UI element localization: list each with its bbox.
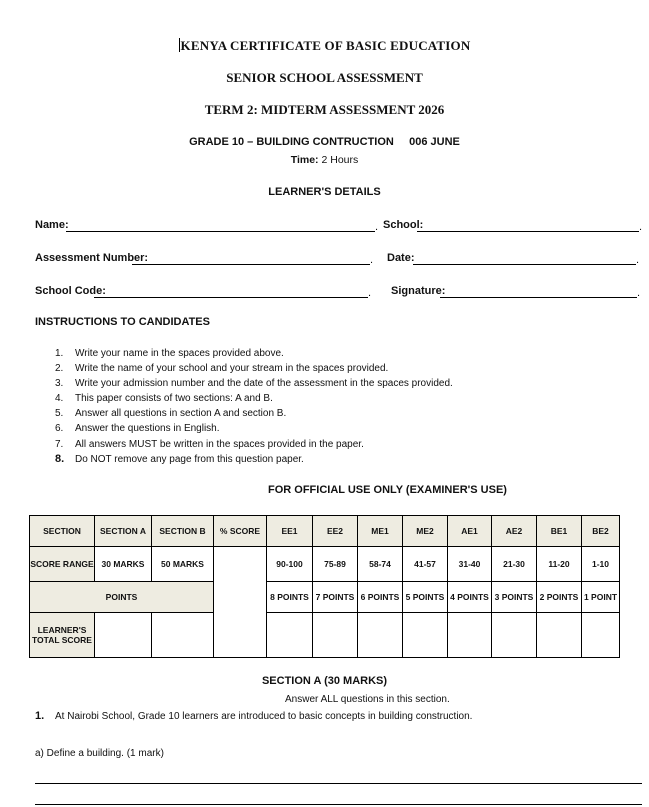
exam-body-title: [0, 38, 649, 54]
instruction-text: Answer all questions in section A and section B.: [75, 408, 287, 420]
assessment-number-field[interactable]: [132, 264, 370, 265]
points-cell: 4 POINTS: [448, 582, 492, 613]
instructions-list: [55, 346, 453, 467]
instruction-number: 5.: [55, 408, 64, 420]
pct-score-cell[interactable]: [214, 547, 267, 658]
instruction-number: 3.: [55, 378, 64, 390]
range-cell: 1-10: [582, 547, 620, 582]
learner-level-cell[interactable]: [267, 613, 313, 658]
points-cell: 2 POINTS: [537, 582, 582, 613]
assessment-number-dot: .: [370, 254, 374, 266]
instruction-item: [55, 391, 453, 406]
assessment-title: SENIOR SCHOOL ASSESSMENT: [226, 70, 423, 85]
learner-score-b-cell[interactable]: [152, 613, 214, 658]
assessment-number-label: Assessment Number:: [35, 252, 149, 264]
name-dot: .: [375, 221, 379, 233]
instruction-item: [55, 361, 453, 376]
instruction-number: 8.: [55, 452, 65, 465]
section-header: SECTION: [30, 516, 95, 547]
range-cell: 11-20: [537, 547, 582, 582]
exam-body-title-text: KENYA CERTIFICATE OF BASIC EDUCATION: [180, 38, 471, 53]
learner-level-cell[interactable]: [448, 613, 492, 658]
range-cell: 58-74: [358, 547, 403, 582]
answer-line[interactable]: [35, 804, 642, 805]
score-table: [29, 515, 620, 658]
official-use-heading: FOR OFFICIAL USE ONLY (EXAMINER'S USE): [268, 484, 507, 496]
time-value: 2 Hours: [321, 154, 359, 166]
section-a-instruction: Answer ALL questions in this section.: [285, 694, 450, 705]
instruction-text: Answer the questions in English.: [75, 423, 220, 435]
learner-total-label-line2: TOTAL SCORE: [32, 635, 92, 645]
marks-b-cell: 50 MARKS: [152, 547, 214, 582]
signature-field[interactable]: [440, 297, 637, 298]
school-code-dot: .: [368, 287, 372, 299]
school-label: School:: [383, 219, 424, 231]
pct-score-header: % SCORE: [214, 516, 267, 547]
points-cell: 3 POINTS: [492, 582, 537, 613]
school-code-label: School Code:: [35, 285, 106, 297]
instruction-item: [55, 376, 453, 391]
signature-dot: .: [637, 287, 641, 299]
date-dot: .: [636, 254, 640, 266]
instruction-number: 2.: [55, 363, 64, 375]
instruction-item: [55, 346, 453, 361]
score-range-label: SCORE RANGE: [30, 547, 95, 582]
marks-a-cell: 30 MARKS: [95, 547, 152, 582]
text-cursor: [179, 38, 180, 52]
section-a-header: SECTION A: [95, 516, 152, 547]
instruction-item: [55, 421, 453, 436]
level-header: ME1: [358, 516, 403, 547]
learner-level-cell[interactable]: [582, 613, 620, 658]
points-cell: 1 POINT: [582, 582, 620, 613]
instruction-item: [55, 406, 453, 421]
section-b-header: SECTION B: [152, 516, 214, 547]
instruction-number: 4.: [55, 393, 64, 405]
range-cell: 31-40: [448, 547, 492, 582]
learner-total-label-line1: LEARNER'S: [37, 625, 87, 635]
instruction-item: [55, 437, 453, 452]
signature-label: Signature:: [391, 285, 446, 297]
level-header: AE2: [492, 516, 537, 547]
level-header: BE2: [582, 516, 620, 547]
points-cell: 7 POINTS: [313, 582, 358, 613]
points-cell: 6 POINTS: [358, 582, 403, 613]
range-cell: 21-30: [492, 547, 537, 582]
instruction-text: All answers MUST be written in the spaces provided in the paper.: [75, 438, 364, 450]
level-header: AE1: [448, 516, 492, 547]
learner-score-a-cell[interactable]: [95, 613, 152, 658]
range-cell: 90-100: [267, 547, 313, 582]
date-label: Date:: [387, 252, 415, 264]
date-field[interactable]: [413, 264, 636, 265]
instruction-number: 7.: [55, 438, 64, 450]
learner-level-cell[interactable]: [403, 613, 448, 658]
range-cell: 75-89: [313, 547, 358, 582]
learner-level-cell[interactable]: [358, 613, 403, 658]
learner-details-heading: LEARNER'S DETAILS: [268, 186, 381, 198]
instructions-heading: INSTRUCTIONS TO CANDIDATES: [35, 316, 210, 328]
question-1a-text: a) Define a building. (1 mark): [35, 748, 164, 759]
instruction-text: Do NOT remove any page from this question paper.: [75, 453, 304, 465]
points-label: POINTS: [30, 582, 214, 613]
learner-level-cell[interactable]: [313, 613, 358, 658]
points-cell: 8 POINTS: [267, 582, 313, 613]
instruction-text: Write your name in the spaces provided above.: [75, 348, 284, 359]
learner-level-cell[interactable]: [537, 613, 582, 658]
subject-line: GRADE 10 – BUILDING CONTRUCTION 006 JUNE: [189, 136, 460, 148]
instruction-text: Write the name of your school and your stream in the spaces provided.: [75, 363, 389, 375]
learner-level-cell[interactable]: [492, 613, 537, 658]
range-cell: 41-57: [403, 547, 448, 582]
instruction-item: [55, 452, 453, 467]
level-header: EE2: [313, 516, 358, 547]
instruction-number: 1.: [55, 348, 64, 359]
level-header: ME2: [403, 516, 448, 547]
time-line: [0, 154, 649, 166]
instruction-text: Write your admission number and the date of the assessment in the spaces provided.: [75, 378, 453, 390]
school-code-field[interactable]: [94, 297, 368, 298]
term-title: TERM 2: MIDTERM ASSESSMENT 2026: [204, 102, 445, 117]
school-dot: .: [639, 221, 643, 233]
question-1-text: At Nairobi School, Grade 10 learners are introduced to basic concepts in building construction.: [55, 711, 473, 722]
time-label: Time:: [290, 154, 319, 166]
name-label: Name:: [35, 219, 69, 231]
question-1-number: 1.: [35, 710, 45, 722]
instruction-number: 6.: [55, 423, 64, 435]
section-a-title: SECTION A (30 MARKS): [261, 675, 388, 687]
points-cell: 5 POINTS: [403, 582, 448, 613]
instruction-text: This paper consists of two sections: A and B.: [75, 393, 273, 405]
name-field[interactable]: [66, 231, 375, 232]
level-header: EE1: [267, 516, 313, 547]
answer-line[interactable]: [35, 783, 642, 784]
school-field[interactable]: [417, 231, 639, 232]
learner-total-label: [30, 613, 95, 658]
level-header: BE1: [537, 516, 582, 547]
